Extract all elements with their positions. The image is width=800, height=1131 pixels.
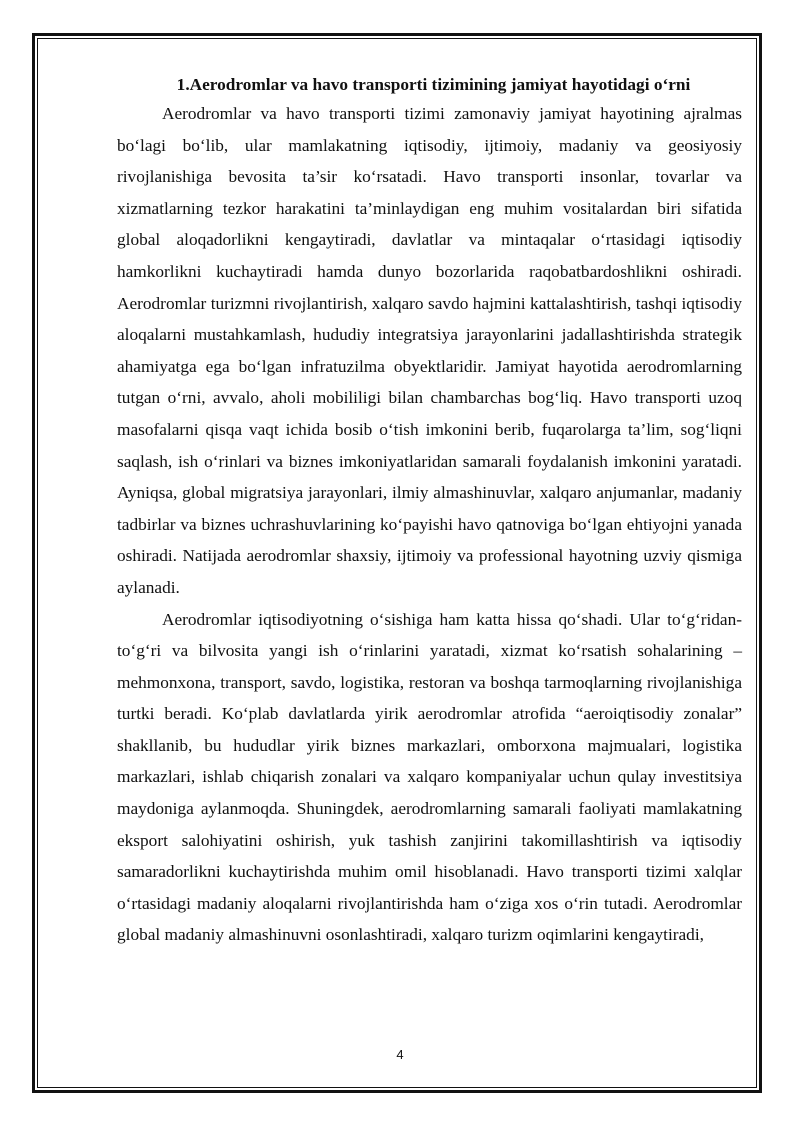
paragraph-1: Aerodromlar va havo transporti tizimi zamonaviy jamiyat hayotining ajralmas bo‘lagi bo‘lib, ular mamlakatning iqtisodiy, ijtimoiy, madaniy va geosiyosiy rivojlanishiga bevosita ta’sir ko‘rsatadi. Havo transporti insonlar, tovarlar va xizmatlarning tezkor harakatini ta’minlaydigan eng muhim vositalardan biri sifatida global aloqadorlikni kengaytiradi, davlatlar va mintaqalar o‘rtasidagi iqtisodiy hamkorlikni kuchaytiradi hamda dunyo bozorlarida raqobatbardoshlikni oshiradi. Aerodromlar turizmni rivojlantirish, xalqaro savdo hajmini kattalashtirish, tashqi iqtisodiy aloqalarni mustahkamlash, hududiy integratsiya jarayonlarini jadallashtirishda strategik ahamiyatga ega bo‘lgan infratuzilma obyektlaridir. Jamiyat hayotida aerodromlarning tutgan o‘rni, avvalo, aholi mobililigi bilan chambarchas bog‘liq. Havo transporti uzoq masofalarni qisqa vaqt ichida bosib o‘tish imkonini berib, fuqarolarga ta’lim, sog‘liqni saqlash, ish o‘rinlari va biznes imkoniyatlaridan samarali foydalanish imkonini yaratadi. Ayniqsa, global migratsiya jarayonlari, ilmiy almashinuvlar, xalqaro anjumanlar, madaniy tadbirlar va biznes uchrashuvlarining ko‘payishi havo qatnoviga bo‘lgan ehtiyojni yanada oshiradi. Natijada aerodromlar shaxsiy, ijtimoiy va professional hayotning uzviy qismiga aylanadi. xyxy=(117,104,742,597)
page-number: 4 xyxy=(396,1047,404,1062)
document-body xyxy=(117,72,742,951)
paragraph-2: Aerodromlar iqtisodiyotning o‘sishiga ham katta hissa qo‘shadi. Ular to‘g‘ridan-to‘g‘ri va bilvosita yangi ish o‘rinlarini yaratadi, xizmat ko‘rsatish sohalarining – mehmonxona, transport, savdo, logistika, restoran va boshqa tarmoqlarning rivojlanishiga turtki beradi. Ko‘plab davlatlarda yirik aerodromlar atrofida “aeroiqtisodiy zonalar” shakllanib, bu hududlar yirik biznes markazlari, omborxona majmualari, logistika markazlari, ishlab chiqarish zonalari va xalqaro kompaniyalar uchun qulay investitsiya maydoniga aylanmoqda. Shuningdek, aerodromlarning samarali faoliyati mamlakatning eksport salohiyatini oshirish, yuk tashish zanjirini takomillashtirish va iqtisodiy samaradorlikni kuchaytirishda muhim omil hisoblanadi. Havo transporti tizimi xalqlar o‘rtasidagi madaniy aloqalarni rivojlantirishda ham o‘ziga xos o‘rin tutadi. Aerodromlar global madaniy almashinuvni osonlashtiradi, xalqaro turizm oqimlarini kengaytiradi, xyxy=(117,609,742,945)
section-heading: 1.Aerodromlar va havo transporti tizimining jamiyat hayotidagi o‘rni xyxy=(176,75,691,94)
